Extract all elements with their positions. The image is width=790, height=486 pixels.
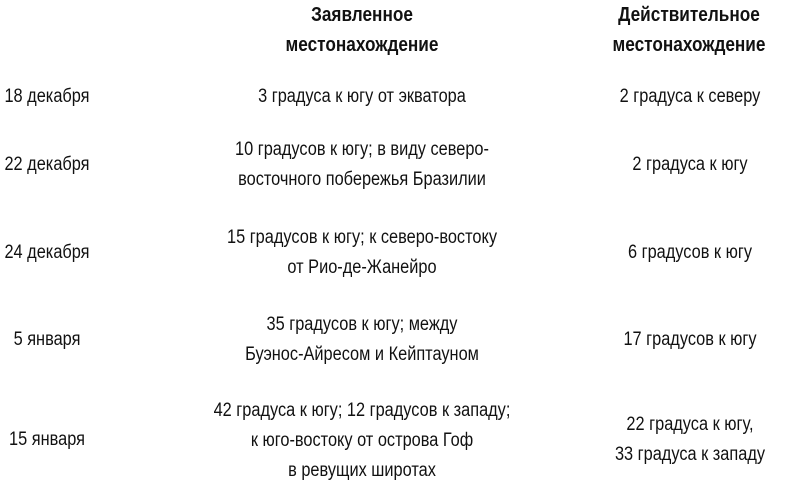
header-actual-line2: местонахождение — [612, 34, 766, 56]
claimed-location-cell — [190, 135, 534, 195]
header-claimed-line2: местонахождение — [285, 34, 439, 56]
header-claimed-line1: Заявленное — [311, 4, 413, 26]
actual-location-cell — [604, 150, 776, 180]
claimed-line: 10 градусов к югу; в виду северо- — [235, 139, 489, 160]
claimed-line: от Рио-де-Жанейро — [287, 257, 437, 278]
date-cell — [1, 238, 92, 268]
actual-line: 2 градуса к северу — [619, 86, 761, 107]
claimed-location-cell — [190, 223, 534, 283]
actual-location-cell — [604, 325, 776, 355]
claimed-line: 3 градуса к югу от экватора — [258, 86, 466, 107]
actual-line: 17 градусов к югу — [623, 329, 757, 350]
claimed-location-cell — [190, 310, 534, 370]
date-text: 5 января — [13, 329, 81, 350]
date-text: 24 декабря — [4, 242, 90, 263]
claimed-location-cell — [190, 82, 534, 112]
date-cell — [1, 325, 92, 355]
date-text: 22 декабря — [4, 154, 90, 175]
claimed-line: в ревущих широтах — [288, 460, 436, 481]
actual-line: 22 градуса к югу, — [626, 414, 754, 435]
date-text: 18 декабря — [4, 86, 90, 107]
header-claimed-location — [233, 0, 491, 60]
actual-line: 33 градуса к западу — [614, 444, 766, 465]
date-cell — [1, 425, 92, 455]
claimed-line: восточного побережья Бразилии — [238, 169, 486, 190]
actual-location-cell — [604, 82, 776, 112]
claimed-line: 15 градусов к югу; к северо-востоку — [227, 227, 497, 248]
claimed-line: 42 градуса к югу; 12 градусов к западу; — [213, 400, 511, 421]
actual-location-cell — [604, 238, 776, 268]
claimed-line: Буэнос-Айресом и Кейптауном — [245, 344, 479, 365]
claimed-location-cell — [190, 396, 534, 486]
actual-line: 2 градуса к югу — [632, 154, 748, 175]
claimed-line: к юго-востоку от острова Гоф — [250, 430, 474, 451]
header-actual-line1: Действительное — [618, 4, 760, 26]
claimed-line: 35 градусов к югу; между — [266, 314, 458, 335]
actual-location-cell — [604, 410, 776, 470]
actual-line: 6 градусов к югу — [627, 242, 753, 263]
date-text: 15 января — [9, 429, 85, 450]
date-cell — [1, 150, 92, 180]
header-actual-location — [602, 0, 776, 60]
date-cell — [1, 82, 92, 112]
